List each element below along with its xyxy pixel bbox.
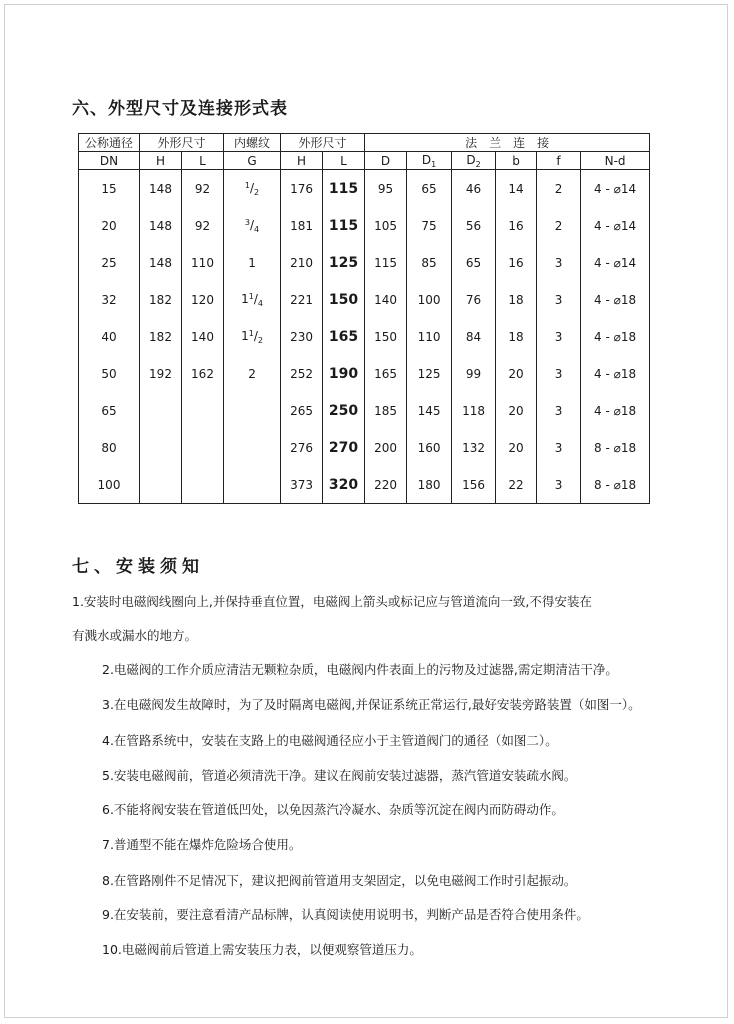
- cell-l2: 250: [323, 392, 365, 429]
- thread-fraction-slash: /: [249, 217, 255, 232]
- thread-numerator: 3: [244, 217, 250, 227]
- table-row: [79, 170, 650, 208]
- cell-f: 3: [537, 429, 581, 466]
- cell-g: [224, 466, 281, 504]
- cell-l1: 162: [182, 355, 224, 392]
- cell-dn: 25: [79, 244, 140, 281]
- table-header-row-2: [79, 152, 650, 170]
- cell-d2: 99: [452, 355, 496, 392]
- thread-denominator: 2: [254, 187, 260, 197]
- cell-dn: 80: [79, 429, 140, 466]
- cell-d: 105: [365, 207, 407, 244]
- thread-fraction-slash: /: [253, 328, 258, 343]
- cell-h1: [140, 392, 182, 429]
- header-f: f: [537, 152, 581, 170]
- cell-h1: [140, 466, 182, 504]
- cell-dn: 50: [79, 355, 140, 392]
- header-d2-subscript: 2: [475, 159, 481, 169]
- cell-b: 22: [496, 466, 537, 504]
- cell-l1: 92: [182, 170, 224, 208]
- note-6: 6.不能将阀安装在管道低凹处，以免因蒸汽冷凝水、杂质等沉淀在阀内而防碍动作。: [102, 802, 564, 817]
- cell-d: 200: [365, 429, 407, 466]
- dimension-table: [78, 133, 650, 504]
- header-dn: 公称通径: [79, 134, 140, 152]
- cell-b: 18: [496, 281, 537, 318]
- cell-l2: 270: [323, 429, 365, 466]
- thread-size: 1: [248, 255, 256, 270]
- note-3: 3.在电磁阀发生故障时，为了及时隔离电磁阀,并保证系统正常运行,最好安装旁路装置（如图一）。: [102, 697, 641, 712]
- thread-denominator: 4: [254, 224, 260, 234]
- cell-d2: 76: [452, 281, 496, 318]
- cell-d: 150: [365, 318, 407, 355]
- cell-l1: 110: [182, 244, 224, 281]
- note-1: 1.安装时电磁阀线圈向上,并保持垂直位置，电磁阀上箭头或标记应与管道流向一致,不得安装在: [72, 594, 592, 609]
- note-2: 2.电磁阀的工作介质应清洁无颗粒杂质，电磁阀内件表面上的污物及过滤器,需定期清洁干净。: [102, 662, 618, 677]
- cell-d: 140: [365, 281, 407, 318]
- table-row: [79, 281, 650, 318]
- thread-numerator: 1: [248, 291, 254, 301]
- cell-d2: 118: [452, 392, 496, 429]
- cell-g: [224, 355, 281, 392]
- cell-h1: 148: [140, 170, 182, 208]
- cell-h2: 373: [281, 466, 323, 504]
- header-l2: L: [323, 152, 365, 170]
- header-flange: 法 兰 连 接: [365, 134, 650, 152]
- cell-h2: 252: [281, 355, 323, 392]
- cell-d1: 160: [407, 429, 452, 466]
- cell-d2: 84: [452, 318, 496, 355]
- table-row: [79, 392, 650, 429]
- cell-dn: 15: [79, 170, 140, 208]
- cell-h1: 148: [140, 244, 182, 281]
- cell-h2: 265: [281, 392, 323, 429]
- cell-g: [224, 429, 281, 466]
- cell-d1: 145: [407, 392, 452, 429]
- cell-nd: 4 - ⌀18: [581, 318, 650, 355]
- thread-numerator: 1: [248, 328, 254, 338]
- cell-f: 3: [537, 244, 581, 281]
- cell-l2: 320: [323, 466, 365, 504]
- cell-l2: 115: [323, 170, 365, 208]
- header-d2: [452, 152, 496, 170]
- note-5: 5.安装电磁阀前，管道必须清洗干净。建议在阀前安装过滤器，蒸汽管道安装疏水阀。: [102, 768, 577, 783]
- cell-g: [224, 244, 281, 281]
- cell-f: 3: [537, 466, 581, 504]
- cell-h2: 276: [281, 429, 323, 466]
- cell-g: [224, 170, 281, 208]
- header-h1: H: [140, 152, 182, 170]
- header-dimensions-1: 外形尺寸: [140, 134, 224, 152]
- note-9: 9.在安装前，要注意看清产品标牌，认真阅读使用说明书，判断产品是否符合使用条件。: [102, 907, 589, 922]
- cell-h1: 182: [140, 318, 182, 355]
- cell-dn: 65: [79, 392, 140, 429]
- cell-l2: 115: [323, 207, 365, 244]
- cell-h2: 210: [281, 244, 323, 281]
- thread-whole: 1: [241, 291, 249, 306]
- cell-f: 3: [537, 355, 581, 392]
- cell-f: 2: [537, 207, 581, 244]
- cell-dn: 32: [79, 281, 140, 318]
- section-7-title: 七、安装须知: [72, 557, 204, 577]
- thread-size: 2: [248, 366, 256, 381]
- cell-b: 20: [496, 392, 537, 429]
- section-6-title: 六、外型尺寸及连接形式表: [72, 99, 288, 119]
- cell-l2: 125: [323, 244, 365, 281]
- cell-b: 18: [496, 318, 537, 355]
- cell-d: 95: [365, 170, 407, 208]
- cell-f: 3: [537, 392, 581, 429]
- table-row: [79, 429, 650, 466]
- cell-dn: 40: [79, 318, 140, 355]
- cell-d2: 156: [452, 466, 496, 504]
- cell-d: 115: [365, 244, 407, 281]
- cell-nd: 8 - ⌀18: [581, 429, 650, 466]
- cell-nd: 4 - ⌀18: [581, 392, 650, 429]
- header-thread: 内螺纹: [224, 134, 281, 152]
- note-1-cont: 有溅水或漏水的地方。: [72, 628, 198, 643]
- cell-h2: 181: [281, 207, 323, 244]
- cell-d2: 65: [452, 244, 496, 281]
- thread-denominator: 4: [257, 298, 263, 308]
- cell-l1: 120: [182, 281, 224, 318]
- cell-g: [224, 392, 281, 429]
- cell-h2: 221: [281, 281, 323, 318]
- cell-d1: 100: [407, 281, 452, 318]
- cell-l1: 92: [182, 207, 224, 244]
- cell-l1: [182, 429, 224, 466]
- header-b: b: [496, 152, 537, 170]
- cell-f: 3: [537, 318, 581, 355]
- thread-whole: 1: [241, 328, 249, 343]
- cell-h2: 176: [281, 170, 323, 208]
- cell-b: 20: [496, 429, 537, 466]
- cell-h1: 148: [140, 207, 182, 244]
- cell-d1: 85: [407, 244, 452, 281]
- cell-f: 3: [537, 281, 581, 318]
- cell-nd: 4 - ⌀14: [581, 244, 650, 281]
- cell-g: [224, 281, 281, 318]
- header-d1-subscript: 1: [431, 159, 437, 169]
- cell-d: 165: [365, 355, 407, 392]
- header-dimensions-2: 外形尺寸: [281, 134, 365, 152]
- cell-l2: 190: [323, 355, 365, 392]
- note-8: 8.在管路刚件不足情况下，建议把阀前管道用支架固定，以免电磁阀工作时引起振动。: [102, 873, 577, 888]
- cell-h1: [140, 429, 182, 466]
- cell-d1: 180: [407, 466, 452, 504]
- cell-nd: 4 - ⌀18: [581, 355, 650, 392]
- table-row: [79, 355, 650, 392]
- header-nd: N-d: [581, 152, 650, 170]
- cell-nd: 4 - ⌀14: [581, 170, 650, 208]
- cell-g: [224, 318, 281, 355]
- cell-dn: 100: [79, 466, 140, 504]
- table-row: [79, 466, 650, 504]
- cell-nd: 4 - ⌀14: [581, 207, 650, 244]
- header-g: G: [224, 152, 281, 170]
- cell-d1: 125: [407, 355, 452, 392]
- cell-h2: 230: [281, 318, 323, 355]
- note-7: 7.普通型不能在爆炸危险场合使用。: [102, 837, 302, 852]
- cell-dn: 20: [79, 207, 140, 244]
- cell-d2: 132: [452, 429, 496, 466]
- cell-d2: 56: [452, 207, 496, 244]
- cell-d: 185: [365, 392, 407, 429]
- header-h2: H: [281, 152, 323, 170]
- header-d: D: [365, 152, 407, 170]
- cell-d1: 65: [407, 170, 452, 208]
- cell-d2: 46: [452, 170, 496, 208]
- table-header-row-1: [79, 134, 650, 152]
- cell-l1: [182, 392, 224, 429]
- header-d2-base: D: [466, 152, 476, 167]
- header-d1-base: D: [421, 152, 432, 167]
- header-l1: L: [182, 152, 224, 170]
- cell-b: 20: [496, 355, 537, 392]
- table-row: [79, 207, 650, 244]
- cell-l2: 165: [323, 318, 365, 355]
- thread-fraction-slash: /: [249, 180, 255, 195]
- header-dn-unit: DN: [79, 152, 140, 170]
- thread-numerator: 1: [244, 180, 250, 190]
- cell-l2: 150: [323, 281, 365, 318]
- cell-d1: 110: [407, 318, 452, 355]
- cell-nd: 4 - ⌀18: [581, 281, 650, 318]
- cell-d1: 75: [407, 207, 452, 244]
- cell-h1: 182: [140, 281, 182, 318]
- cell-l1: 140: [182, 318, 224, 355]
- cell-f: 2: [537, 170, 581, 208]
- cell-d: 220: [365, 466, 407, 504]
- thread-denominator: 2: [257, 335, 263, 345]
- note-10: 10.电磁阀前后管道上需安装压力表，以便观察管道压力。: [102, 942, 422, 957]
- table-row: [79, 318, 650, 355]
- cell-b: 16: [496, 244, 537, 281]
- header-d1: [407, 152, 452, 170]
- cell-b: 16: [496, 207, 537, 244]
- thread-fraction-slash: /: [253, 291, 258, 306]
- note-4: 4.在管路系统中，安装在支路上的电磁阀通径应小于主管道阀门的通径（如图二）。: [102, 733, 558, 748]
- table-row: [79, 244, 650, 281]
- cell-l1: [182, 466, 224, 504]
- cell-g: [224, 207, 281, 244]
- cell-h1: 192: [140, 355, 182, 392]
- cell-b: 14: [496, 170, 537, 208]
- cell-nd: 8 - ⌀18: [581, 466, 650, 504]
